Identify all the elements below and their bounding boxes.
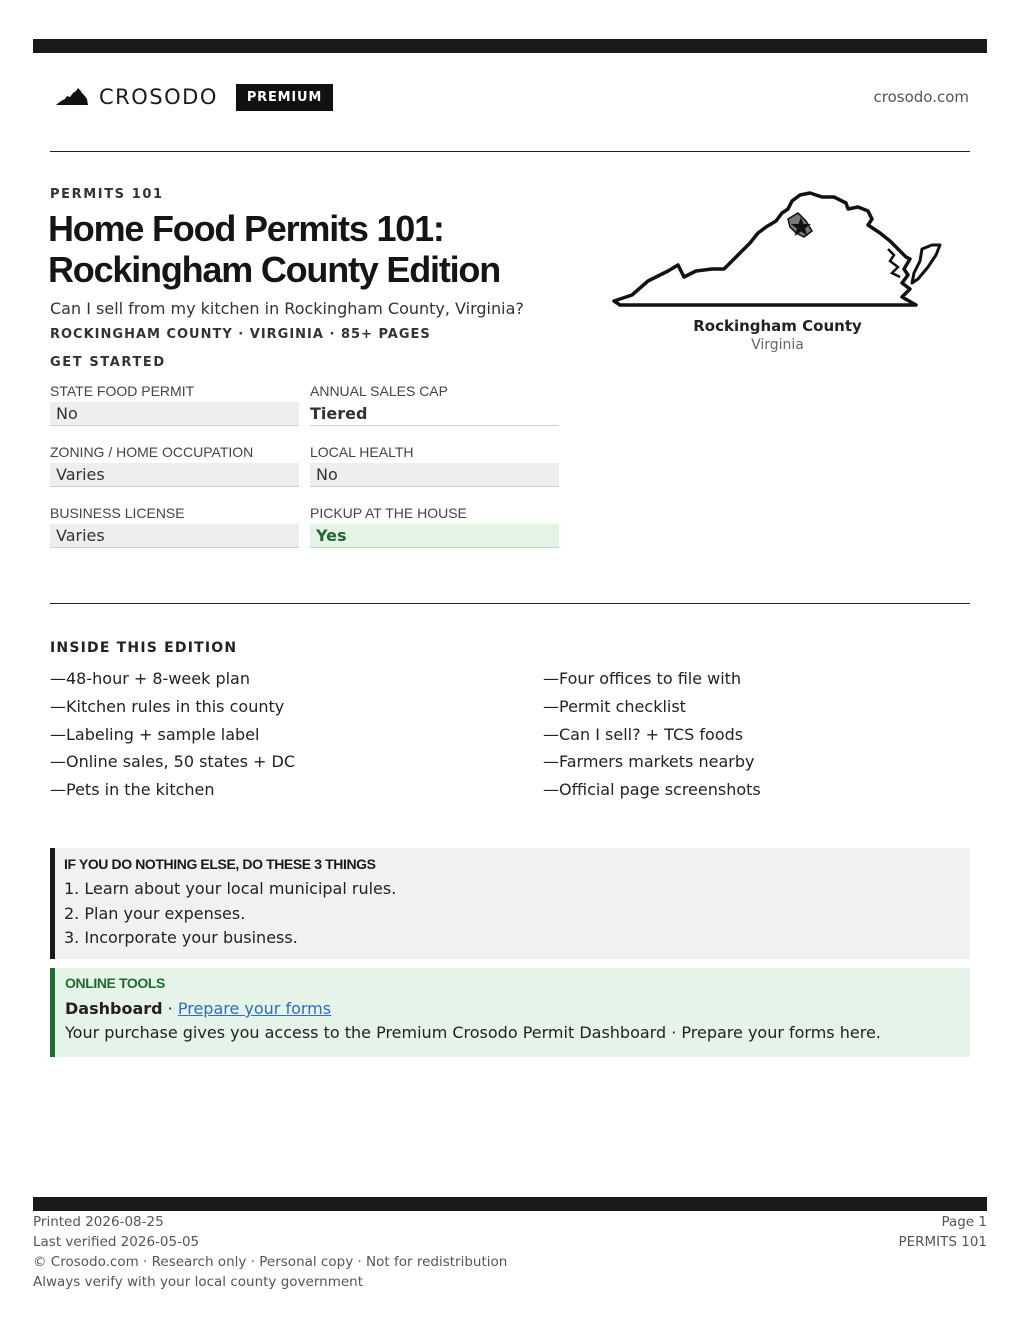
virginia-silhouette-icon	[55, 87, 89, 107]
list-item: —Permit checklist	[543, 696, 686, 716]
fact-value: No	[310, 463, 559, 487]
fact-label: LOCAL HEALTH	[310, 444, 414, 460]
brand[interactable]	[55, 82, 333, 112]
fact-label: ZONING / HOME OCCUPATION	[50, 444, 254, 460]
verify-note: Always verify with your local county government	[33, 1274, 363, 1290]
footer-right	[898, 1212, 987, 1252]
tools-body: Your purchase gives you access to the Premium Crosodo Permit Dashboard · Prepare your forms here.	[65, 1023, 881, 1042]
fact-value: Varies	[50, 524, 299, 548]
fact-value: Varies	[50, 463, 299, 487]
fact-label: STATE FOOD PERMIT	[50, 383, 195, 399]
map-state-label: Virginia	[751, 337, 804, 353]
top-rule-bar	[33, 39, 987, 53]
list-item: —Farmers markets nearby	[543, 752, 755, 772]
callout-item: 3. Incorporate your business.	[64, 928, 298, 947]
facts-grid	[50, 382, 559, 565]
premium-badge: PREMIUM	[236, 84, 333, 111]
header-divider	[50, 151, 970, 152]
virginia-map	[610, 185, 945, 315]
online-tools-box	[50, 968, 970, 1057]
site-url[interactable]: crosodo.com	[873, 88, 969, 106]
get-started-heading: GET STARTED	[50, 355, 166, 370]
list-item: —Pets in the kitchen	[50, 780, 215, 800]
list-item: —Official page screenshots	[543, 780, 761, 800]
bottom-rule-bar	[33, 1197, 987, 1211]
list-item: —Labeling + sample label	[50, 724, 260, 744]
eastern-shore-outline	[912, 245, 940, 283]
verified-date: Last verified 2026-05-05	[33, 1234, 200, 1250]
list-item: —48-hour + 8-week plan	[50, 669, 250, 688]
map-county-label: Rockingham County	[693, 317, 862, 335]
edition-meta: ROCKINGHAM COUNTY · VIRGINIA · 85+ PAGES	[50, 327, 431, 342]
fact-value: No	[50, 402, 299, 426]
section-divider	[50, 603, 970, 604]
callout-item: 1. Learn about your local municipal rules.	[64, 879, 397, 898]
page-number: Page 1	[941, 1214, 987, 1230]
brand-name: CROSODO	[99, 85, 218, 109]
callout-list	[64, 877, 970, 951]
separator: ·	[162, 999, 178, 1018]
fact-pickup-at-house	[310, 504, 559, 565]
title-line-1: Home Food Permits 101:	[48, 208, 444, 249]
fact-label: BUSINESS LICENSE	[50, 505, 185, 521]
inside-heading: INSIDE THIS EDITION	[50, 640, 238, 656]
tools-dashboard-line	[65, 997, 970, 1021]
page-subtitle: Can I sell from my kitchen in Rockingham County, Virginia?	[50, 299, 524, 318]
section-kicker: PERMITS 101	[50, 187, 164, 202]
list-item: —Online sales, 50 states + DC	[50, 752, 296, 772]
footer-section: PERMITS 101	[898, 1234, 987, 1250]
tools-heading: ONLINE TOOLS	[65, 975, 165, 991]
page-title	[48, 208, 608, 290]
fact-label: PICKUP AT THE HOUSE	[310, 505, 467, 521]
virginia-outline	[614, 193, 916, 305]
fact-value: Yes	[310, 524, 559, 548]
printed-date: Printed 2026-08-25	[33, 1214, 164, 1230]
list-item: —Four offices to file with	[543, 669, 742, 688]
fact-local-health	[310, 443, 559, 504]
inside-list-left	[50, 665, 295, 804]
inside-list-right	[543, 665, 761, 804]
fact-business-license	[50, 504, 299, 565]
prepare-forms-link[interactable]: Prepare your forms	[177, 999, 332, 1018]
fact-state-food-permit	[50, 382, 299, 443]
callout-heading: IF YOU DO NOTHING ELSE, DO THESE 3 THINGS	[64, 856, 376, 872]
footer-left	[33, 1212, 507, 1292]
dashboard-label: Dashboard	[65, 999, 163, 1018]
fact-value: Tiered	[310, 402, 559, 426]
fact-label: ANNUAL SALES CAP	[310, 383, 448, 399]
list-item: —Can I sell? + TCS foods	[543, 724, 744, 744]
copyright: © Crosodo.com · Research only · Personal copy · Not for redistribution	[33, 1254, 508, 1270]
chesapeake-shore	[888, 249, 900, 277]
title-line-2: Rockingham County Edition	[48, 249, 500, 290]
list-item: —Kitchen rules in this county	[50, 696, 285, 716]
fact-annual-sales-cap	[310, 382, 559, 443]
fact-zoning	[50, 443, 299, 504]
callout-item: 2. Plan your expenses.	[64, 903, 246, 923]
priority-callout	[50, 848, 970, 959]
